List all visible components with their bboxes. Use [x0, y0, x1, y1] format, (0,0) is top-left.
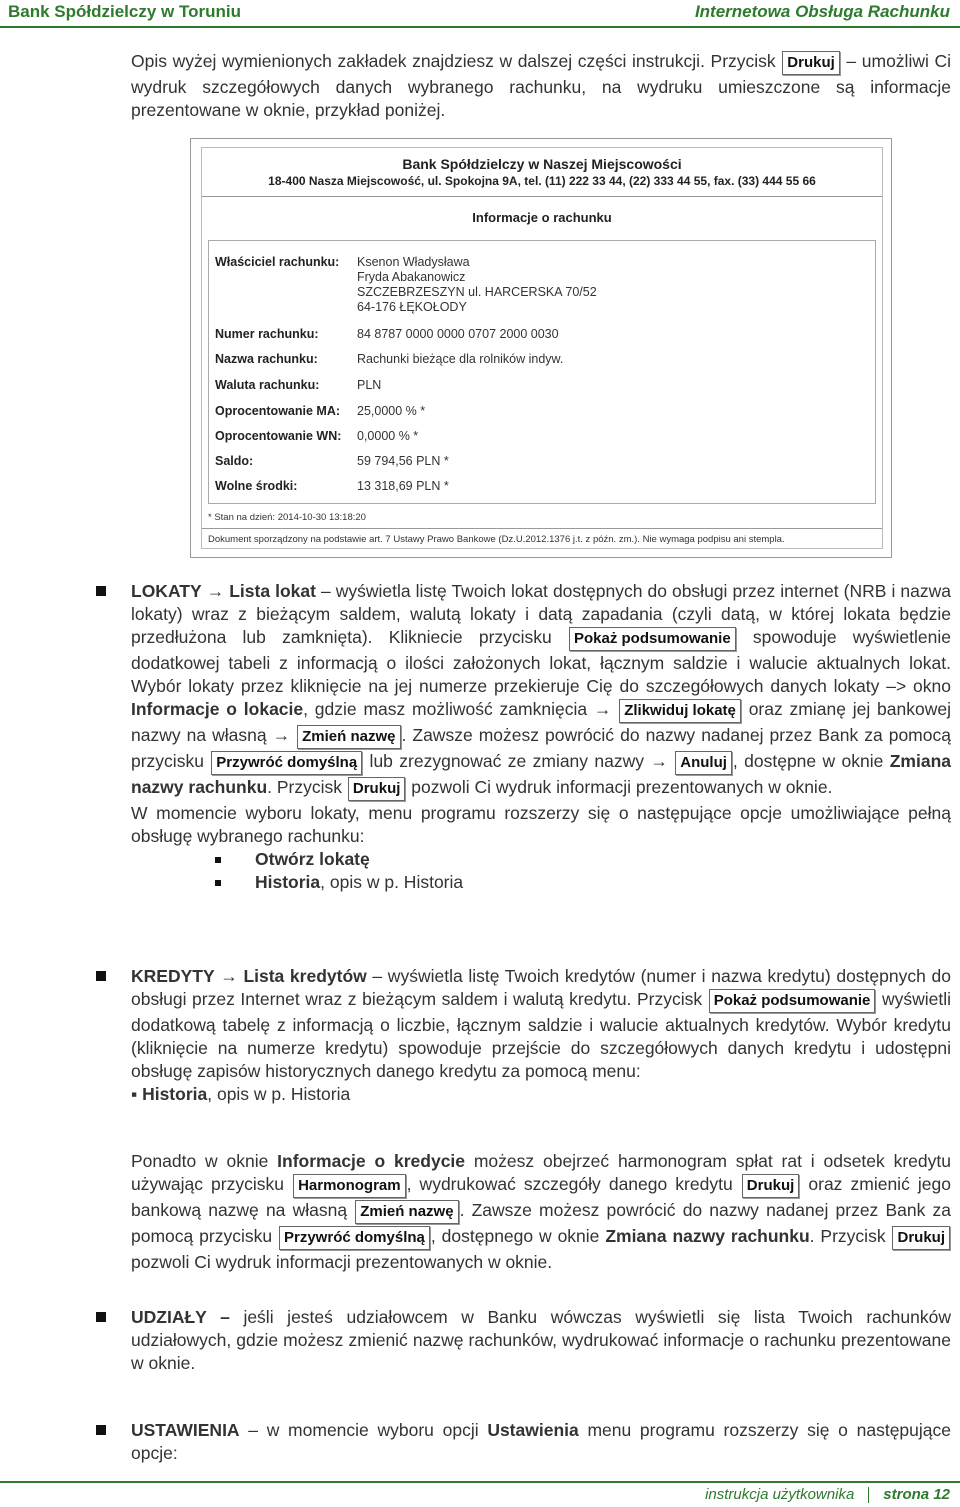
divider — [202, 528, 882, 529]
lokaty-section: LOKATY → Lista lokat – wyświetla listę Twoich lokat dostępnych do obsługi przez internet (NRB i nazwa lokaty) wraz z bieżącym saldem, walutą lokaty i datą zapadania (czyli datą, w której lokata będzie przedłużona lub zamknięta). Klikniecie przycisku Pokaż podsumowanie spowoduje wyświetlenie dodatkowej tabeli z informacją o ilości założonych lokat, łącznym saldzie i walucie aktualnych lokat. Wybór lokaty przez kliknięcie na jej numerze przekieruje Cię do szczegółowych danych lokaty –> okno Informacje o lokacie, gdzie masz możliwość zamknięcia → Zlikwiduj lokatę oraz zmianę jej bankowej nazwy na własną → Zmień nazwę . Zawsze możesz powrócić do nazwy nadanej przez Bank za pomocą przycisku Przywróć domyślną lub zrezygnować ze zmiany nazwy → Anuluj , dostępne w oknie Zmiana nazwy rachunku. Przycisk Drukuj pozwoli Ci wydruk informacji prezentowanych w oknie. W momencie wyboru lokaty, menu programu rozszerzy się o następujące opcje umożliwiające pełną obsługę wybranego rachunku: Otwórz lokatę Historia, opis w p. Historia — [131, 581, 951, 892]
menu-option-open-deposit: Otwórz lokatę — [131, 848, 951, 871]
udzialy-heading: UDZIAŁY – — [131, 1307, 230, 1327]
schedule-button: Harmonogram — [293, 1174, 406, 1198]
print-button: Drukuj — [782, 51, 840, 75]
footer-rule — [0, 1481, 960, 1483]
header-doc-title: Internetowa Obsługa Rachunku — [694, 2, 950, 21]
print-button: Drukuj — [742, 1174, 800, 1198]
ustawienia-heading: USTAWIENIA — [131, 1420, 240, 1440]
kredyty-heading: KREDYTY — [131, 966, 215, 986]
owner-value: Ksenon Władysława Fryda Abakanowicz SZCZEBRZESZYN ul. HARCERSKA 70/52 64-176 ŁĘKOŁODY — [357, 255, 597, 314]
shot-title: Informacje o rachunku — [472, 210, 612, 225]
show-summary-button: Pokaż podsumowanie — [569, 627, 736, 651]
shot-bank-address: 18-400 Nasza Miejscowość, ul. Spokojna 9A, tel. (11) 222 33 44, (22) 333 44 55, fax. (33) 444 55 66 — [268, 174, 816, 188]
kredyty-subheading: Lista kredytów — [243, 966, 367, 986]
section-bullet — [96, 1312, 106, 1322]
owner-label: Właściciel rachunku: — [215, 255, 340, 269]
account-details-box: Właściciel rachunku: Ksenon Władysława Fryda Abakanowicz SZCZEBRZESZYN ul. HARCERSKA 70/52 64-176 ŁĘKOŁODY Numer rachunku: 84 8787 0000 0000 0707 2000 0030 Nazwa rachunku: Rachunki bieżące dla rolników indyw. Waluta rachunku: PLN Oprocentowanie MA: 25,0000 % * Oprocentowanie WN: 0,0000 % * Saldo: 59 794,56 PLN * Wolne środki: 13 318,69 PLN * — [208, 240, 876, 504]
section-bullet — [96, 1425, 106, 1435]
screenshot-frame — [201, 147, 883, 549]
footer-page-label: strona — [883, 1486, 930, 1503]
restore-default-button: Przywróć domyślną — [279, 1226, 430, 1250]
footer-page-number: 12 — [933, 1486, 950, 1503]
kredyty-section: KREDYTY → Lista kredytów – wyświetla listę Twoich kredytów (numer i nazwa kredytu) dostępnych do obsługi przez Internet wraz z bieżącym saldem i walutą kredytu. Przycisk Pokaż podsumowanie wyświetli dodatkową tabelę z informacją o liczbie, łącznym saldzie i walucie aktualnych kredytów. Wybór kredytu (kliknięcie na numerze kredytu) spowoduje przejście do szczegółowych danych kredytu i udostępni obsługę zapisów historycznych danego kredytu za pomocą menu: ▪ Historia, opis w p. Historia — [131, 966, 951, 1104]
lokaty-menu-intro: W momencie wyboru lokaty, menu programu rozszerzy się o następujące opcje umożliwiające pełną obsługę wybranego rachunku: — [131, 803, 951, 846]
cancel-button: Anuluj — [675, 751, 732, 775]
kredyty-details-paragraph: Ponadto w oknie Informacje o kredycie możesz obejrzeć harmonogram spłat rat i odsetek kredytu używając przycisku Harmonogram , wydrukować szczegóły danego kredytu Drukuj oraz zmienić jego bankową nazwę na własną Zmień nazwę . Zawsze możesz powrócić do nazwy nadanej przez Bank za pomocą przycisku Przywróć domyślną , dostępnego w oknie Zmiana nazwy rachunku. Przycisk Drukuj pozwoli Ci wydruk informacji prezentowanych w oknie. — [131, 1151, 951, 1272]
restore-default-button: Przywróć domyślną — [211, 751, 362, 775]
header-bank-name: Bank Spółdzielczy w Toruniu — [8, 2, 241, 21]
account-info-screenshot — [190, 138, 892, 558]
arrow-icon: → — [593, 699, 612, 719]
menu-option-history: ▪ Historia, opis w p. Historia — [131, 1084, 351, 1104]
footer-label: instrukcja użytkownika — [705, 1486, 855, 1503]
header-rule — [0, 26, 960, 28]
footer-separator — [868, 1487, 869, 1503]
print-button: Drukuj — [892, 1226, 950, 1250]
shot-bank-name: Bank Spółdzielczy w Naszej Miejscowości — [402, 156, 682, 172]
arrow-icon: → — [272, 725, 291, 745]
show-summary-button: Pokaż podsumowanie — [709, 989, 876, 1013]
rename-button: Zmień nazwę — [355, 1200, 458, 1224]
lokaty-subheading: Lista lokat — [229, 581, 316, 601]
rename-button: Zmień nazwę — [297, 725, 400, 749]
page-footer — [705, 1486, 950, 1503]
arrow-icon: → — [650, 751, 668, 771]
shot-note: * Stan na dzień: 2014-10-30 13:18:20 — [208, 512, 366, 523]
page-header — [0, 0, 960, 26]
arrow-icon: → — [220, 966, 238, 986]
ustawienia-section: USTAWIENIA – w momencie wyboru opcji Ustawienia menu programu rozszerzy się o następujące opcje: — [131, 1420, 952, 1463]
section-bullet — [96, 586, 106, 596]
shot-legal-note: Dokument sporządzony na podstawie art. 7 Ustawy Prawo Bankowe (Dz.U.2012.1376 j.t. z późn. zm.). Nie wymaga podpisu ani stempla. — [208, 534, 785, 545]
section-bullet — [96, 971, 106, 981]
intro-paragraph: Opis wyżej wymienionych zakładek znajdziesz w dalszej części instrukcji. Przycisk Drukuj – umożliwi Ci wydruk szczegółowych danych wybranego rachunku, na wydruku umieszczone są informacje prezentowane w oknie, przykład poniżej. — [131, 51, 951, 120]
close-deposit-button: Zlikwiduj lokatę — [619, 699, 741, 723]
menu-option-history: Historia, opis w p. Historia — [131, 871, 951, 894]
print-button: Drukuj — [348, 777, 406, 801]
lokaty-heading: LOKATY — [131, 581, 202, 601]
arrow-icon: → — [206, 581, 225, 601]
divider — [202, 196, 882, 197]
udzialy-section: UDZIAŁY – jeśli jesteś udziałowcem w Banku wówczas wyświetli się lista Twoich rachunków udziałowych, gdzie możesz zmienić nazwę rachunków, wydrukować informacje o rachunku prezentowane w oknie. — [131, 1307, 951, 1373]
